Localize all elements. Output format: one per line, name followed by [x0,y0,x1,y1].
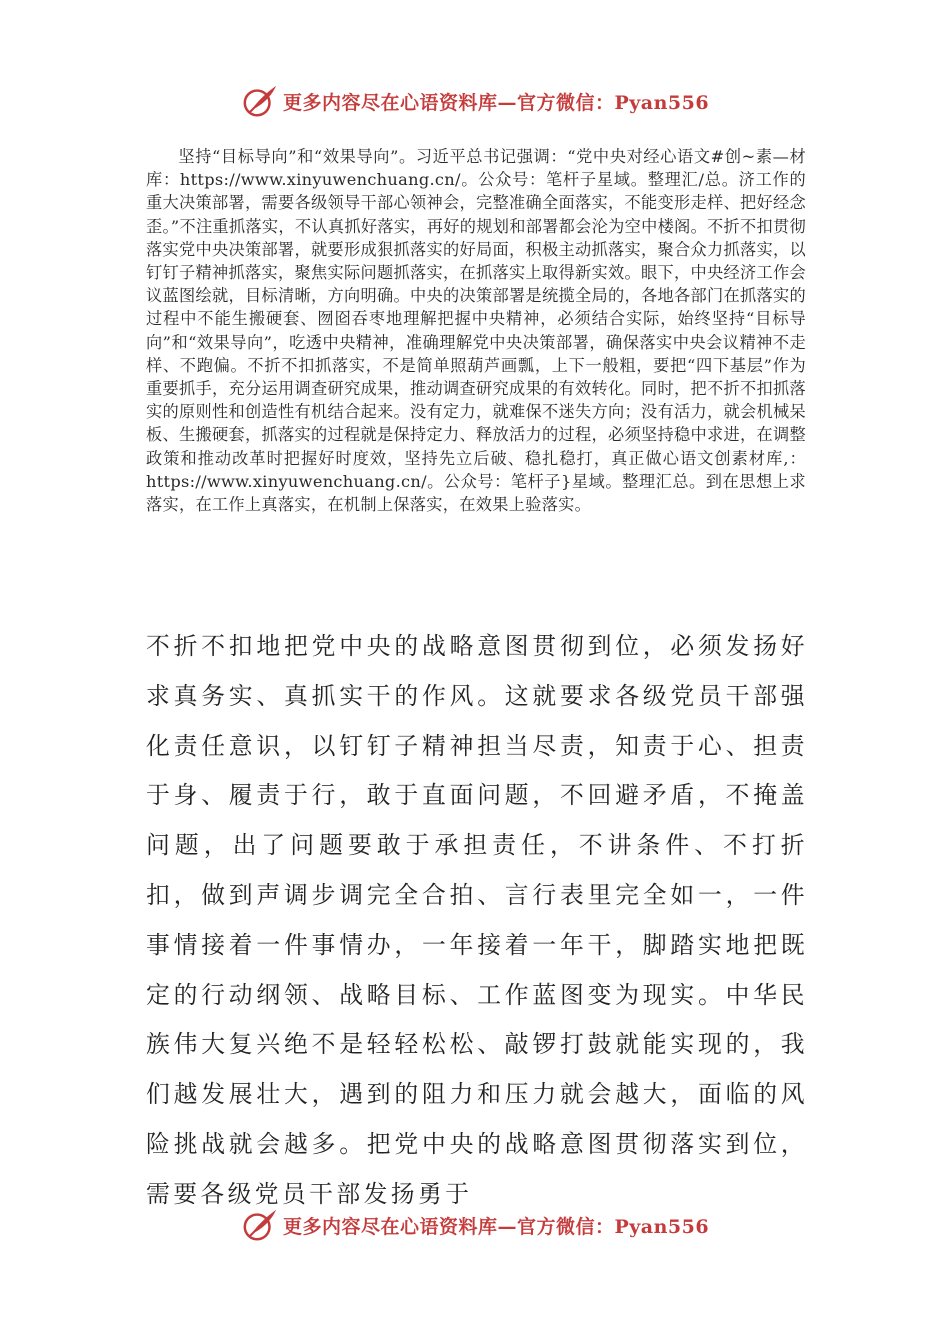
quill-logo-icon [241,1206,279,1244]
quill-logo-icon [241,82,279,120]
footer-banner [0,1206,950,1244]
header-banner-text: 更多内容尽在心语资料库—官方微信：Pyan556 [282,91,710,114]
footer-banner-text: 更多内容尽在心语资料库—官方微信：Pyan556 [282,1215,710,1238]
header-banner [0,82,950,120]
main-paragraph: 不折不扣地把党中央的战略意图贯彻到位，必须发扬好求真务实、真抓实干的作风。这就要求各级党员干部强化责任意识，以钉钉子精神担当尽责，知责于心、担责于身、履责于行，敢于直面问题，不回避矛盾，不掩盖问题，出了问题要敢于承担责任，不讲条件、不打折扣，做到声调步调完全合拍、言行表里完全如一，一件事情接着一件事情办，一年接着一年干，脚踏实地把既定的行动纲领、战略目标、工作蓝图变为现实。中华民族伟大复兴绝不是轻轻松松、敲锣打鼓就能实现的，我们越发展壮大，遇到的阻力和压力就会越大，面临的风险挑战就会越多。把党中央的战略意图贯彻落实到位，需要各级党员干部发扬勇于 [146,632,808,1208]
intro-paragraph: 坚持“目标导向”和“效果导向”。习近平总书记强调：“党中央对经心语文#创~素—材库：https://www.xinyuwenchuang.cn/。公众号：笔杆子星域。整理汇/总。济工作的重大决策部署，需要各级领导干部心领神会，完整准确全面落实，不能变形走样、把好经念歪。”不注重抓落实，不认真抓好落实，再好的规划和部署都会沦为空中楼阁。不折不扣贯彻落实党中央决策部署，就要形成狠抓落实的好局面，积极主动抓落实，聚合众力抓落实，以钉钉子精神抓落实，聚焦实际问题抓落实，在抓落实上取得新实效。眼下，中央经济工作会议蓝图绘就，目标清晰，方向明确。中央的决策部署是统揽全局的，各地各部门在抓落实的过程中不能生搬硬套、囫囵吞枣地理解把握中央精神，必须结合实际，始终坚持“目标导向”和“效果导向”，吃透中央精神，准确理解党中央决策部署，确保落实中央会议精神不走样、不跑偏。不折不扣抓落实，不是简单照葫芦画瓢，上下一般粗，要把“四下基层”作为重要抓手，充分运用调查研究成果，推动调查研究成果的有效转化。同时，把不折不扣抓落实的原则性和创造性有机结合起来。没有定力，就难保不迷失方向；没有活力，就会机械呆板、生搬硬套，抓落实的过程就是保持定力、释放活力的过程，必须坚持稳中求进，在调整政策和推动改革时把握好时度效，坚持先立后破、稳扎稳打，真正做心语文创素材库,：https://www.xinyuwenchuang.cn/。公众号：笔杆子}星域。整理汇总。到在思想上求落实，在工作上真落实，在机制上保落实，在效果上验落实。 [146,147,806,515]
